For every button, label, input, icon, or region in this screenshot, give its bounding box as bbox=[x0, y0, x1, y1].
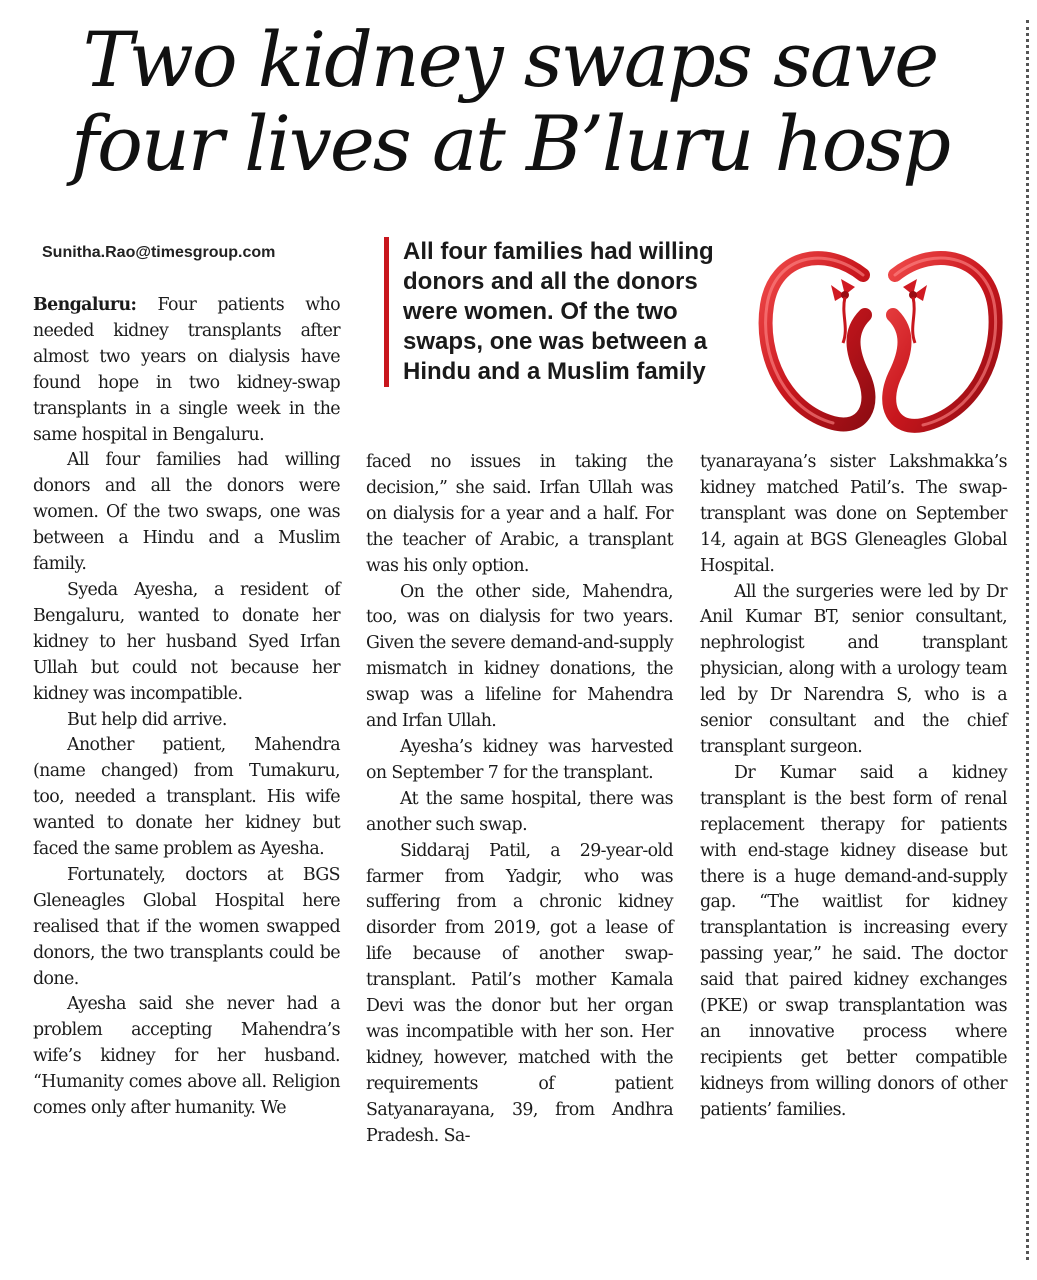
paragraph: All the surgeries were led by Dr Anil Kumar BT, senior consultant, nephrologist and transplant physician, along with a urology team led by Dr Narendra S, who is a senior consultant and the chief transplant surgeon. bbox=[700, 581, 1007, 757]
paragraph: Ayesha said she never had a problem accepting Mahendra’s wife’s kidney for her husband. “Humanity comes above all. Religion comes only after humanity. We bbox=[33, 994, 340, 1119]
headline bbox=[30, 15, 990, 188]
lead-paragraph bbox=[33, 293, 340, 448]
headline-line-1: Two kidney swaps save bbox=[82, 15, 938, 104]
paragraph: faced no issues in taking the decision,” she said. Irfan Ullah was on dialysis for a year and a half. For the teacher of Arabic, a transplant was his only option. bbox=[366, 452, 673, 576]
article-column-3 bbox=[700, 450, 1007, 1124]
article-column-2 bbox=[366, 450, 673, 1149]
paragraph: Fortunately, doctors at BGS Gleneagles Global Hospital here realised that if the women swapped donors, the two transplants could be done. bbox=[33, 864, 340, 989]
paragraph: Dr Kumar said a kidney transplant is the best form of renal replacement therapy for patients with end-stage kidney disease but there is a huge demand-and-supply gap. “The waitlist for kidney transplantation is increasing every passing year,” he said. The doctor said that paired kidney exchanges (PKE) or swap transplantation was an innovative process where recipients get better compatible kidneys from willing donors of other patients’ families. bbox=[700, 762, 1007, 1120]
paragraph: At the same hospital, there was another such swap. bbox=[366, 788, 673, 835]
byline: Sunitha.Rao@timesgroup.com bbox=[42, 244, 276, 261]
pull-quote: All four families had willing donors and all the donors were women. Of the two swaps, one was between a Hindu and a Muslim family bbox=[384, 237, 743, 387]
article-column-1 bbox=[33, 293, 340, 1122]
red-ribbon-kidneys-illustration bbox=[745, 235, 1010, 440]
paragraph-text: Four patients who needed kidney transplants after almost two years on dialysis have found hope in two kidney-swap transplants in a single week in the same hospital in Bengaluru. bbox=[33, 295, 341, 445]
paragraph: Siddaraj Patil, a 29-year-old farmer from Yadgir, who was suffering from a chronic kidney disorder from 2019, got a lease of life because of another swap-transplant. Patil’s mother Kamala Devi was the donor but her organ was incompatible with her son. Her kidney, however, matched with the requirements of patient Satyanarayana, 39, from Andhra Pradesh. Sa- bbox=[366, 840, 673, 1146]
paragraph: Ayesha’s kidney was harvested on September 7 for the transplant. bbox=[366, 736, 673, 783]
paragraph: But help did arrive. bbox=[67, 709, 227, 730]
paragraph: On the other side, Mahendra, too, was on dialysis for two years. Given the severe demand-and-supply mismatch in kidney donations, the swap was a lifeline for Mahendra and Irfan Ullah. bbox=[366, 581, 673, 732]
paragraph: tyanarayana’s sister Lakshmakka’s kidney matched Patil’s. The swap-transplant was done on September 14, again at BGS Gleneagles Global Hospital. bbox=[700, 452, 1007, 576]
column-divider bbox=[1026, 20, 1029, 1260]
paragraph: Syeda Ayesha, a resident of Bengaluru, wanted to donate her kidney to her husband Syed Irfan Ullah but could not because her kidney was incompatible. bbox=[33, 579, 340, 704]
headline-line-2: four lives at B’luru hosp bbox=[70, 99, 950, 188]
paragraph: All four families had willing donors and all the donors were women. Of the two swaps, one was between a Hindu and a Muslim family. bbox=[33, 450, 340, 575]
dateline: Bengaluru: bbox=[33, 295, 137, 315]
paragraph: Another patient, Mahendra (name changed) from Tumakuru, too, needed a transplant. His wife wanted to donate her kidney but faced the same problem as Ayesha. bbox=[33, 735, 340, 860]
